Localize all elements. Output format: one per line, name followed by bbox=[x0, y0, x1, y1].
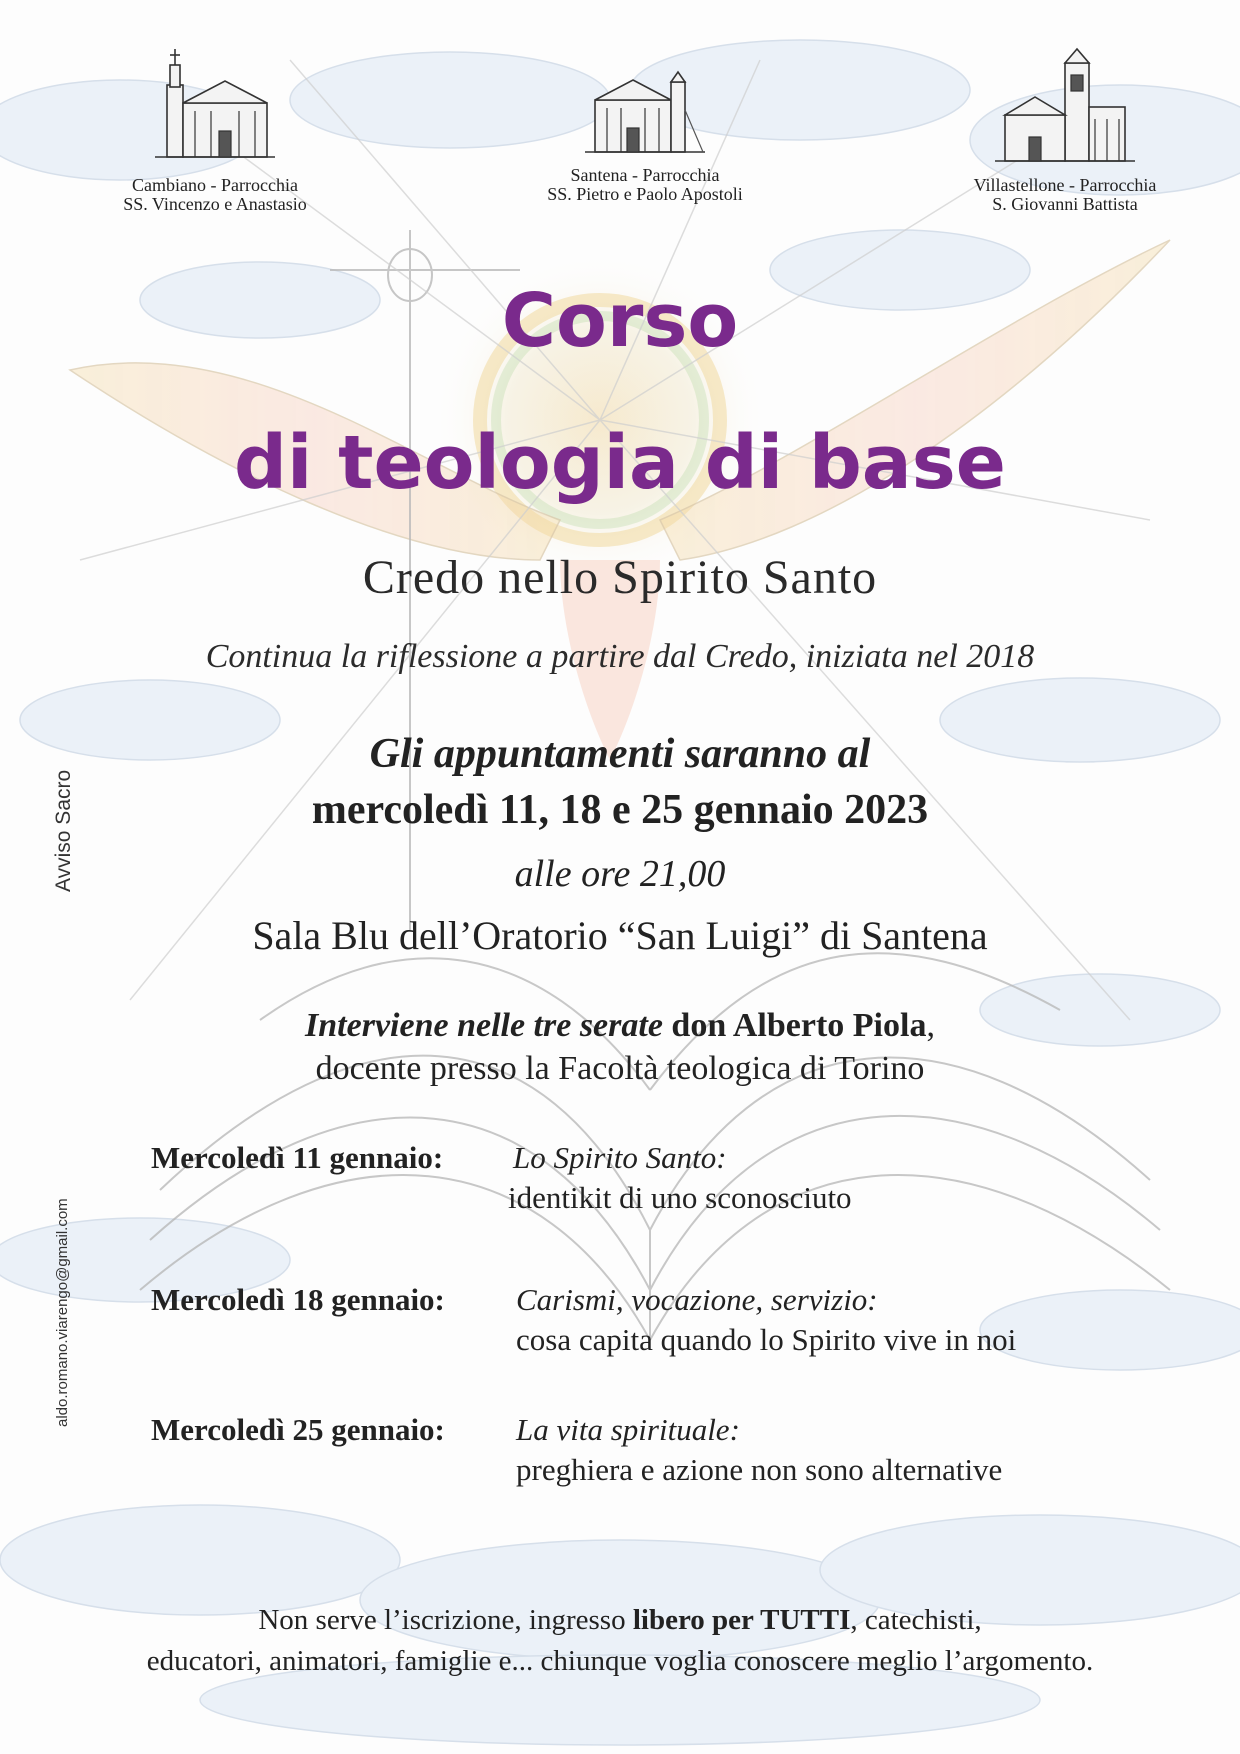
footer-text-2: , catechisti, bbox=[850, 1604, 982, 1636]
church-label-villastellone bbox=[950, 176, 1180, 214]
schedule-title: Lo Spirito Santo: bbox=[513, 1140, 727, 1175]
speaker-lead: Interviene nelle tre serate bbox=[305, 1007, 663, 1044]
church-drawing-icon bbox=[995, 45, 1135, 165]
appointments-place: Sala Blu dell’Oratorio “San Luigi” di Santena bbox=[252, 913, 988, 958]
church-label-santena bbox=[530, 166, 760, 204]
subtitle: Credo nello Spirito Santo bbox=[362, 551, 878, 604]
schedule-desc: preghiera e azione non sono alternative bbox=[516, 1452, 1003, 1487]
schedule-desc: cosa capita quando lo Spirito vive in noi bbox=[516, 1322, 1017, 1357]
title-line-2: di teologia di base bbox=[234, 420, 1006, 506]
schedule-day: Mercoledì 25 gennaio: bbox=[151, 1412, 445, 1447]
footer-bold: libero per TUTTI bbox=[632, 1604, 851, 1636]
church-name: Cambiano - Parrocchia bbox=[132, 175, 298, 195]
appointments-time: alle ore 21,00 bbox=[514, 853, 726, 895]
speaker-comma: , bbox=[926, 1007, 935, 1044]
footer-text-1: Non serve l’iscrizione, ingresso bbox=[258, 1604, 633, 1636]
schedule-day: Mercoledì 11 gennaio: bbox=[151, 1140, 444, 1175]
schedule-title: Carismi, vocazione, servizio: bbox=[516, 1282, 878, 1317]
side-email: aldo.romano.viarengo@gmail.com bbox=[54, 1198, 71, 1427]
appointments-lead: Gli appuntamenti saranno al bbox=[369, 731, 871, 777]
footer-line-2: educatori, animatori, famiglie e... chiunque voglia conoscere meglio l’argomento. bbox=[146, 1645, 1094, 1677]
intro-text: Continua la riflessione a partire dal Credo, iniziata nel 2018 bbox=[205, 638, 1035, 675]
side-notice: Avviso Sacro bbox=[52, 769, 75, 892]
speaker-line bbox=[0, 1007, 1240, 1045]
church-saint: SS. Pietro e Paolo Apostoli bbox=[547, 184, 743, 204]
speaker-name: don Alberto Piola bbox=[671, 1007, 927, 1044]
schedule-desc: identikit di uno sconosciuto bbox=[508, 1180, 852, 1215]
appointments-dates: mercoledì 11, 18 e 25 gennaio 2023 bbox=[311, 787, 929, 833]
church-drawing-icon bbox=[585, 70, 705, 156]
church-saint: S. Giovanni Battista bbox=[992, 194, 1138, 214]
church-saint: SS. Vincenzo e Anastasio bbox=[123, 194, 307, 214]
church-name: Santena - Parrocchia bbox=[570, 165, 720, 185]
title-line-1: Corso bbox=[501, 278, 739, 364]
schedule-day: Mercoledì 18 gennaio: bbox=[151, 1282, 445, 1317]
church-label-cambiano bbox=[110, 176, 320, 214]
footer-line-1 bbox=[0, 1604, 1240, 1637]
church-drawing-icon bbox=[155, 45, 275, 163]
speaker-role: docente presso la Facoltà teologica di Torino bbox=[315, 1050, 925, 1087]
church-name: Villastellone - Parrocchia bbox=[973, 175, 1157, 195]
schedule-title: La vita spirituale: bbox=[516, 1412, 740, 1447]
